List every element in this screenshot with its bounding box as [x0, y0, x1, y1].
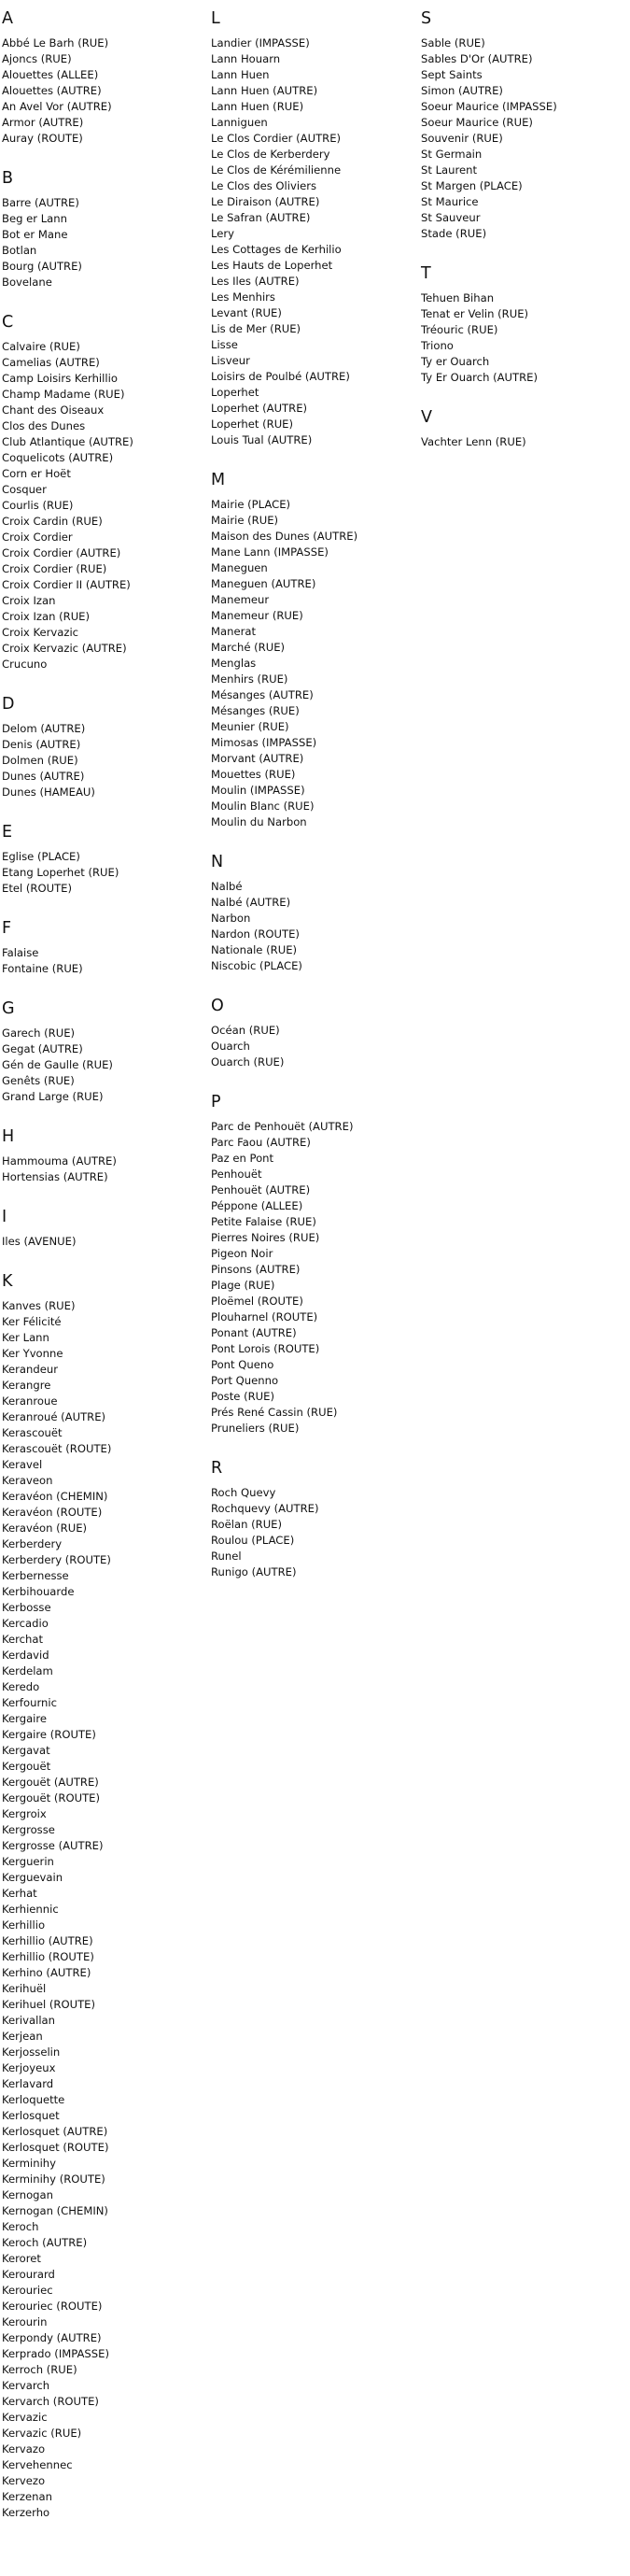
letter-section-e: [2, 821, 207, 897]
street-link[interactable]: Poste (RUE): [211, 1390, 274, 1403]
street-link[interactable]: Morvant (AUTRE): [211, 752, 304, 765]
street-link[interactable]: Meunier (RUE): [211, 720, 289, 733]
street-link[interactable]: Mésanges (RUE): [211, 704, 300, 717]
street-link[interactable]: Botlan: [2, 244, 37, 257]
letter-heading: O: [211, 997, 224, 1015]
street-link[interactable]: Croix Izan (RUE): [2, 610, 91, 623]
street-link[interactable]: Plouharnel (ROUTE): [211, 1310, 318, 1323]
street-link[interactable]: Keravéon (ROUTE): [2, 1506, 103, 1519]
street-link[interactable]: Fontaine (RUE): [2, 962, 83, 975]
letter-heading: K: [2, 1272, 13, 1291]
street-link[interactable]: Le Clos des Oliviers: [211, 179, 317, 192]
letter-section-p: [211, 1091, 416, 1437]
street-column-3: [421, 7, 626, 471]
street-link[interactable]: Keranroué (AUTRE): [2, 1410, 106, 1423]
street-link[interactable]: Maneguen: [211, 561, 268, 574]
letter-section-h: [2, 1125, 207, 1185]
street-link[interactable]: An Avel Vor (AUTRE): [2, 100, 112, 113]
street-link[interactable]: Calvaire (RUE): [2, 340, 80, 353]
street-link[interactable]: Kergouët (AUTRE): [2, 1776, 99, 1789]
street-link[interactable]: Pont Lorois (ROUTE): [211, 1342, 320, 1355]
street-link[interactable]: Roëlan (RUE): [211, 1518, 283, 1531]
street-link[interactable]: Parc Faou (AUTRE): [211, 1136, 311, 1149]
letter-heading: E: [2, 823, 13, 842]
street-link[interactable]: Menglas: [211, 657, 257, 670]
street-link[interactable]: Parc de Penhouët (AUTRE): [211, 1120, 354, 1133]
street-link[interactable]: Le Diraison (AUTRE): [211, 195, 320, 208]
street-link[interactable]: Kerascouët (ROUTE): [2, 1442, 112, 1455]
street-link[interactable]: Croix Izan: [2, 594, 56, 607]
street-link[interactable]: Ty Er Ouarch (AUTRE): [421, 371, 539, 384]
letter-section-k: [2, 1270, 207, 2521]
letter-heading: I: [2, 1208, 7, 1226]
street-link[interactable]: Paz en Pont: [211, 1152, 274, 1165]
street-link[interactable]: Prés René Cassin (RUE): [211, 1406, 338, 1419]
street-link[interactable]: Océan (RUE): [211, 1024, 280, 1037]
street-link[interactable]: Croix Cordier II (AUTRE): [2, 578, 131, 591]
street-link[interactable]: Levant (RUE): [211, 306, 282, 319]
street-link[interactable]: Alouettes (AUTRE): [2, 84, 102, 97]
street-link[interactable]: Keroch: [2, 2220, 39, 2233]
letter-section-v: [421, 406, 626, 450]
street-link[interactable]: Les Menhirs: [211, 290, 275, 304]
street-link[interactable]: Moulin Blanc (RUE): [211, 800, 315, 813]
street-link[interactable]: Dunes (AUTRE): [2, 770, 85, 783]
street-link[interactable]: Coquelicots (AUTRE): [2, 451, 114, 464]
street-link[interactable]: Ponant (AUTRE): [211, 1326, 297, 1339]
letter-section-b: [2, 167, 207, 290]
street-link[interactable]: Bovelane: [2, 276, 52, 289]
letter-section-d: [2, 693, 207, 800]
street-column-2: [211, 7, 416, 1601]
street-link[interactable]: Les Hauts de Loperhet: [211, 259, 333, 272]
street-link[interactable]: Kerhat: [2, 1887, 37, 1900]
street-link[interactable]: Kerhino (AUTRE): [2, 1966, 91, 1979]
street-link[interactable]: Moulin du Narbon: [211, 815, 307, 828]
street-link[interactable]: Maneguen (AUTRE): [211, 577, 316, 590]
street-link[interactable]: Kerdavid: [2, 1649, 49, 1662]
street-link[interactable]: Triono: [421, 339, 454, 352]
street-link[interactable]: Kerberdery (ROUTE): [2, 1553, 111, 1566]
street-link[interactable]: Kergouët: [2, 1760, 51, 1773]
street-link[interactable]: Kervazic (RUE): [2, 2427, 82, 2440]
street-link[interactable]: Kergaire (ROUTE): [2, 1728, 96, 1741]
street-link[interactable]: Kerlavard: [2, 2077, 54, 2090]
street-link[interactable]: Keranroue: [2, 1394, 58, 1408]
street-link[interactable]: Niscobic (PLACE): [211, 959, 302, 972]
street-link[interactable]: Narbon: [211, 912, 251, 925]
letter-heading: M: [211, 471, 226, 489]
street-link[interactable]: Mouettes (RUE): [211, 768, 296, 781]
street-link[interactable]: Loisirs de Poulbé (AUTRE): [211, 370, 350, 383]
street-link[interactable]: Kerandeur: [2, 1363, 58, 1376]
street-link[interactable]: Kervazo: [2, 2442, 46, 2456]
street-link[interactable]: Kerihuel (ROUTE): [2, 1998, 96, 2011]
street-link[interactable]: Lann Huen (AUTRE): [211, 84, 318, 97]
street-link[interactable]: Marché (RUE): [211, 641, 286, 654]
street-link[interactable]: Croix Kervazic: [2, 626, 79, 639]
street-link[interactable]: Gén de Gaulle (RUE): [2, 1058, 113, 1071]
street-link[interactable]: Pruneliers (RUE): [211, 1422, 300, 1435]
street-link[interactable]: Kerlosquet (ROUTE): [2, 2141, 109, 2154]
street-link[interactable]: Petite Falaise (RUE): [211, 1215, 316, 1228]
street-link[interactable]: Maison des Dunes (AUTRE): [211, 530, 358, 543]
street-link[interactable]: Armor (AUTRE): [2, 116, 84, 129]
street-link[interactable]: Croix Cordier (RUE): [2, 562, 107, 575]
street-link[interactable]: Kergouët (ROUTE): [2, 1791, 101, 1805]
street-link[interactable]: Etang Loperhet (RUE): [2, 866, 119, 879]
letter-section-o: [211, 995, 416, 1070]
letter-section-f: [2, 917, 207, 977]
street-link[interactable]: Kerourard: [2, 2268, 55, 2281]
letter-heading: C: [2, 313, 14, 332]
street-link[interactable]: Penhouët: [211, 1168, 262, 1181]
street-link[interactable]: Nationale (RUE): [211, 943, 298, 956]
street-link[interactable]: Mairie (RUE): [211, 514, 279, 527]
street-link[interactable]: Courlis (RUE): [2, 499, 74, 512]
street-link[interactable]: Mairie (PLACE): [211, 498, 291, 511]
street-link[interactable]: Lann Houarn: [211, 52, 281, 65]
street-link[interactable]: Loperhet: [211, 386, 259, 399]
letter-heading: T: [421, 264, 431, 283]
street-link[interactable]: Roch Quevy: [211, 1486, 276, 1499]
street-link[interactable]: Ajoncs (RUE): [2, 52, 72, 65]
street-link[interactable]: Ouarch: [211, 1040, 250, 1053]
street-link[interactable]: Chant des Oiseaux: [2, 403, 105, 417]
street-link[interactable]: Keravéon (RUE): [2, 1522, 88, 1535]
street-link[interactable]: Kerhillio (ROUTE): [2, 1950, 94, 1963]
street-link[interactable]: Denis (AUTRE): [2, 738, 81, 751]
street-link[interactable]: Lis de Mer (RUE): [211, 322, 301, 335]
street-link[interactable]: Le Safran (AUTRE): [211, 211, 311, 224]
street-link[interactable]: St Germain: [421, 148, 483, 161]
street-link[interactable]: Lann Huen (RUE): [211, 100, 304, 113]
street-link[interactable]: Tréouric (RUE): [421, 323, 498, 336]
street-link[interactable]: Crucuno: [2, 658, 48, 671]
street-link[interactable]: Corn er Hoët: [2, 467, 71, 480]
street-link[interactable]: Kerbernesse: [2, 1569, 69, 1582]
letter-section-m: [211, 469, 416, 830]
street-link[interactable]: Kerguerin: [2, 1855, 54, 1868]
street-link[interactable]: Manemeur: [211, 593, 270, 606]
street-link[interactable]: Kernogan: [2, 2188, 53, 2201]
street-link[interactable]: Genêts (RUE): [2, 1074, 75, 1087]
street-link[interactable]: Louis Tual (AUTRE): [211, 433, 313, 446]
street-link[interactable]: Kerloquette: [2, 2093, 65, 2106]
street-link[interactable]: Lisse: [211, 338, 238, 351]
street-link[interactable]: Les Iles (AUTRE): [211, 275, 300, 288]
street-link[interactable]: Kerchat: [2, 1633, 44, 1646]
street-link[interactable]: Lann Huen: [211, 68, 270, 81]
street-link[interactable]: Sept Saints: [421, 68, 483, 81]
letter-heading: L: [211, 9, 220, 28]
street-link[interactable]: Keroret: [2, 2252, 41, 2265]
letter-section-i: [2, 1206, 207, 1250]
street-link[interactable]: Lanniguen: [211, 116, 268, 129]
street-link[interactable]: Kerzerho: [2, 2506, 50, 2519]
street-link[interactable]: Auray (ROUTE): [2, 132, 83, 145]
letter-heading: P: [211, 1093, 221, 1111]
street-link[interactable]: Kerroch (RUE): [2, 2363, 77, 2376]
street-link[interactable]: Pont Queno: [211, 1358, 274, 1371]
street-link[interactable]: Kerbihouarde: [2, 1585, 75, 1598]
street-link[interactable]: Mane Lann (IMPASSE): [211, 545, 329, 559]
street-link[interactable]: Cosquer: [2, 483, 47, 496]
street-link[interactable]: Clos des Dunes: [2, 419, 86, 432]
street-link[interactable]: Croix Cordier: [2, 531, 73, 544]
street-link[interactable]: Grand Large (RUE): [2, 1090, 104, 1103]
street-link[interactable]: Kergavat: [2, 1744, 50, 1757]
street-link[interactable]: Keravel: [2, 1458, 43, 1471]
street-link[interactable]: Kerourin: [2, 2315, 48, 2328]
letter-heading: B: [2, 169, 14, 188]
street-link[interactable]: Vachter Lenn (RUE): [421, 435, 526, 448]
letter-section-a: [2, 7, 207, 147]
street-link[interactable]: Kercadio: [2, 1617, 49, 1630]
street-link[interactable]: Nardon (ROUTE): [211, 927, 300, 941]
street-link[interactable]: Lery: [211, 227, 235, 240]
street-link[interactable]: Gegat (AUTRE): [2, 1042, 83, 1055]
street-link[interactable]: Kergroix: [2, 1807, 47, 1820]
street-link[interactable]: Keroch (AUTRE): [2, 2236, 88, 2249]
street-link[interactable]: Sables D'Or (AUTRE): [421, 52, 533, 65]
street-link[interactable]: Kerangre: [2, 1379, 51, 1392]
street-link[interactable]: Penhouët (AUTRE): [211, 1183, 311, 1196]
street-link[interactable]: Port Quenno: [211, 1374, 279, 1387]
street-link[interactable]: Champ Madame (RUE): [2, 388, 125, 401]
street-link[interactable]: Tenat er Velin (RUE): [421, 307, 529, 320]
street-link[interactable]: Ker Lann: [2, 1331, 49, 1344]
street-link[interactable]: Kerhillio (AUTRE): [2, 1934, 93, 1947]
street-link[interactable]: Manerat: [211, 625, 257, 638]
street-link[interactable]: Ker Yvonne: [2, 1347, 63, 1360]
street-link[interactable]: St Maurice: [421, 195, 479, 208]
street-link[interactable]: Ouarch (RUE): [211, 1055, 285, 1069]
street-link[interactable]: Kerberdery: [2, 1537, 63, 1550]
street-link[interactable]: Barre (AUTRE): [2, 196, 79, 209]
street-link[interactable]: Stade (RUE): [421, 227, 487, 240]
street-link[interactable]: Roulou (PLACE): [211, 1534, 295, 1547]
letter-heading: N: [211, 853, 224, 871]
street-link[interactable]: Kerjoyeux: [2, 2061, 56, 2074]
street-column-1: [2, 7, 207, 2541]
letter-section-t: [421, 262, 626, 386]
letter-section-c: [2, 311, 207, 672]
street-link[interactable]: Keraveon: [2, 1474, 53, 1487]
street-link[interactable]: Souvenir (RUE): [421, 132, 503, 145]
street-link[interactable]: Croix Kervazic (AUTRE): [2, 642, 127, 655]
street-link[interactable]: Tehuen Bihan: [421, 291, 495, 304]
street-link[interactable]: Kerfournic: [2, 1696, 57, 1709]
letter-heading: A: [2, 9, 13, 28]
letter-heading: G: [2, 999, 15, 1018]
street-link[interactable]: Soeur Maurice (IMPASSE): [421, 100, 557, 113]
street-link[interactable]: Nalbé: [211, 880, 243, 893]
street-link[interactable]: Beg er Lann: [2, 212, 67, 225]
street-link[interactable]: Ploëmel (ROUTE): [211, 1295, 303, 1308]
street-link[interactable]: Loperhet (AUTRE): [211, 402, 308, 415]
street-link[interactable]: Bourg (AUTRE): [2, 260, 82, 273]
street-link[interactable]: Kerouriec (ROUTE): [2, 2300, 103, 2313]
street-link[interactable]: Kernogan (CHEMIN): [2, 2204, 108, 2217]
street-link[interactable]: Runigo (AUTRE): [211, 1565, 297, 1578]
street-link[interactable]: Soeur Maurice (RUE): [421, 116, 533, 129]
street-link[interactable]: Kervarch (ROUTE): [2, 2395, 99, 2408]
street-link[interactable]: Rochquevy (AUTRE): [211, 1502, 319, 1515]
street-link[interactable]: Le Clos de Kérémilienne: [211, 163, 342, 177]
street-link[interactable]: Kerouriec: [2, 2284, 53, 2297]
street-link[interactable]: Kervarch: [2, 2379, 50, 2392]
street-link[interactable]: Club Atlantique (AUTRE): [2, 435, 133, 448]
street-link[interactable]: Menhirs (RUE): [211, 672, 288, 686]
street-link[interactable]: Pinsons (AUTRE): [211, 1263, 301, 1276]
street-link[interactable]: Kervehennec: [2, 2458, 73, 2471]
street-link[interactable]: Kergrosse (AUTRE): [2, 1839, 104, 1852]
street-link[interactable]: Kerdelam: [2, 1664, 53, 1677]
street-link[interactable]: Péppone (ALLEE): [211, 1199, 303, 1212]
street-link[interactable]: Runel: [211, 1550, 242, 1563]
street-link[interactable]: Camp Loisirs Kerhillio: [2, 372, 118, 385]
street-link[interactable]: Kerjosselin: [2, 2045, 61, 2059]
street-link[interactable]: Croix Cordier (AUTRE): [2, 546, 121, 559]
street-link[interactable]: Hammouma (AUTRE): [2, 1154, 117, 1168]
street-link[interactable]: Simon (AUTRE): [421, 84, 503, 97]
street-link[interactable]: Iles (AVENUE): [2, 1235, 77, 1248]
street-link[interactable]: St Margen (PLACE): [421, 179, 523, 192]
street-link[interactable]: Kerlosquet (AUTRE): [2, 2125, 108, 2138]
street-link[interactable]: Mimosas (IMPASSE): [211, 736, 317, 749]
street-link[interactable]: Nalbé (AUTRE): [211, 896, 291, 909]
street-link[interactable]: Moulin (IMPASSE): [211, 784, 305, 797]
street-link[interactable]: Manemeur (RUE): [211, 609, 303, 622]
street-link[interactable]: Kerlosquet: [2, 2109, 60, 2122]
street-link[interactable]: Kerhillio: [2, 1918, 46, 1932]
street-link[interactable]: Kerprado (IMPASSE): [2, 2347, 109, 2360]
street-link[interactable]: Bot er Mane: [2, 228, 68, 241]
street-link[interactable]: Kerpondy (AUTRE): [2, 2331, 102, 2344]
street-link[interactable]: Kerhiennic: [2, 1903, 59, 1916]
street-link[interactable]: Kerihuël: [2, 1982, 47, 1995]
street-link[interactable]: Dolmen (RUE): [2, 754, 78, 767]
street-link[interactable]: Dunes (HAMEAU): [2, 786, 95, 799]
letter-section-s: [421, 7, 626, 242]
street-link[interactable]: Eglise (PLACE): [2, 850, 80, 863]
street-link[interactable]: Keravéon (CHEMIN): [2, 1490, 108, 1503]
street-link[interactable]: Pigeon Noir: [211, 1247, 273, 1260]
street-link[interactable]: Le Clos Cordier (AUTRE): [211, 132, 342, 145]
street-link[interactable]: Kergrosse: [2, 1823, 55, 1836]
street-link[interactable]: Delom (AUTRE): [2, 722, 86, 735]
street-link[interactable]: Kerminihy: [2, 2157, 57, 2170]
street-link[interactable]: Garech (RUE): [2, 1026, 76, 1040]
street-link[interactable]: Kerascouët: [2, 1426, 63, 1439]
street-link[interactable]: Kerguevain: [2, 1871, 63, 1884]
letter-heading: F: [2, 919, 12, 938]
street-link[interactable]: Abbé Le Barh (RUE): [2, 36, 109, 50]
street-link[interactable]: Keredo: [2, 1680, 40, 1693]
letter-heading: V: [421, 408, 432, 427]
street-link[interactable]: Plage (RUE): [211, 1279, 275, 1292]
street-link[interactable]: Ker Félicité: [2, 1315, 62, 1328]
letter-heading: D: [2, 695, 15, 714]
street-link[interactable]: Les Cottages de Kerhilio: [211, 243, 342, 256]
street-link[interactable]: Alouettes (ALLEE): [2, 68, 99, 81]
street-link[interactable]: St Sauveur: [421, 211, 481, 224]
street-link[interactable]: Mésanges (AUTRE): [211, 688, 314, 701]
street-link[interactable]: Falaise: [2, 946, 39, 959]
street-link[interactable]: Lisveur: [211, 354, 250, 367]
letter-section-r: [211, 1457, 416, 1580]
letter-heading: R: [211, 1459, 223, 1478]
letter-heading: S: [421, 9, 432, 28]
street-link[interactable]: Kerivallan: [2, 2014, 56, 2027]
street-link[interactable]: Kerjean: [2, 2030, 43, 2043]
letter-section-n: [211, 851, 416, 974]
street-link[interactable]: Kerzenan: [2, 2490, 52, 2503]
street-link[interactable]: Pierres Noires (RUE): [211, 1231, 320, 1244]
street-link[interactable]: Sable (RUE): [421, 36, 485, 50]
street-link[interactable]: Landier (IMPASSE): [211, 36, 310, 50]
letter-section-l: [211, 7, 416, 448]
street-link[interactable]: Le Clos de Kerberdery: [211, 148, 330, 161]
street-link[interactable]: Etel (ROUTE): [2, 882, 73, 895]
street-link[interactable]: Kerbosse: [2, 1601, 51, 1614]
street-link[interactable]: Kanves (RUE): [2, 1299, 76, 1312]
street-link[interactable]: Ty er Ouarch: [421, 355, 490, 368]
street-link[interactable]: Kervezo: [2, 2474, 46, 2487]
street-link[interactable]: Kergaire: [2, 1712, 48, 1725]
street-link[interactable]: Loperhet (RUE): [211, 418, 294, 431]
letter-heading: H: [2, 1127, 15, 1146]
street-link[interactable]: Camelias (AUTRE): [2, 356, 100, 369]
street-link[interactable]: Kervazic: [2, 2411, 48, 2424]
letter-section-g: [2, 998, 207, 1105]
street-link[interactable]: St Laurent: [421, 163, 478, 177]
street-link[interactable]: Croix Cardin (RUE): [2, 515, 103, 528]
street-link[interactable]: Hortensias (AUTRE): [2, 1170, 108, 1183]
street-link[interactable]: Kerminihy (ROUTE): [2, 2173, 105, 2186]
